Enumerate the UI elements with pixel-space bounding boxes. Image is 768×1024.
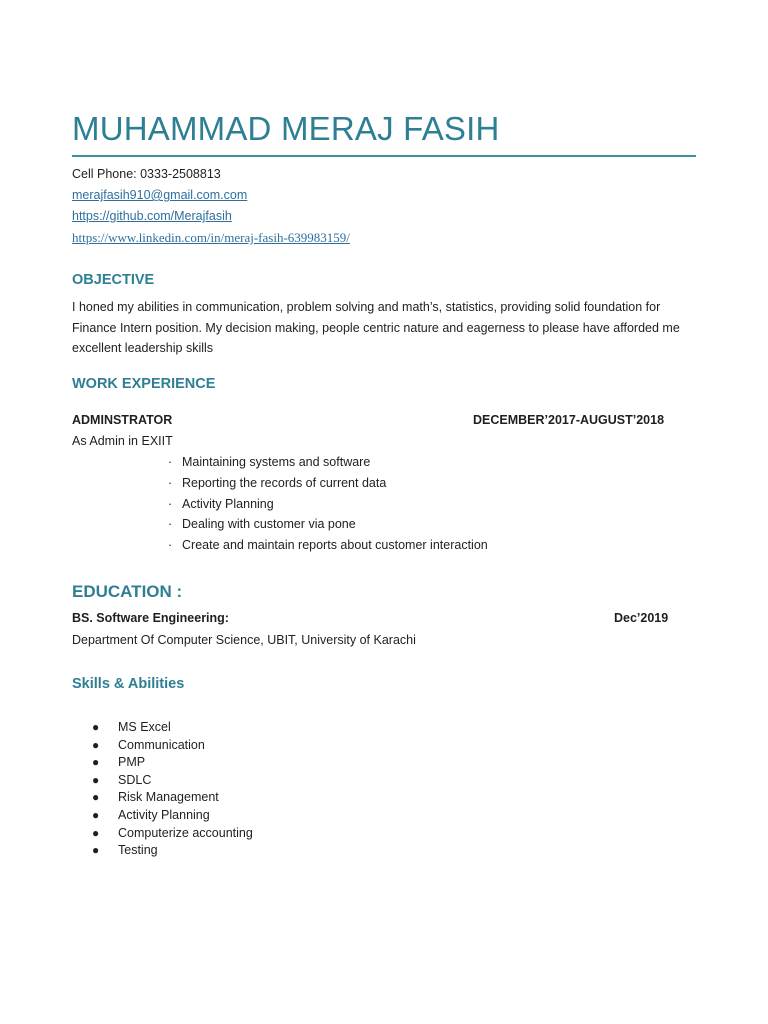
objective-text: I honed my abilities in communication, problem solving and math’s, statistics, providing solid foundation for Finance Intern position. My decision making, people centric nature and eagerness to please have afforded me excellent leadership skills [72, 300, 680, 355]
list-item: ● Communication [92, 737, 253, 755]
skills-list [92, 719, 253, 860]
work-experience-heading: WORK EXPERIENCE [72, 376, 216, 392]
linkedin-link[interactable]: https://www.linkedin.com/in/meraj-fasih-639983159/ [72, 230, 350, 245]
list-item: · Activity Planning [168, 494, 488, 515]
list-item: ● PMP [92, 754, 253, 772]
bullet-dot-icon: · [168, 517, 173, 532]
job-company: As Admin in EXIIT [72, 434, 173, 448]
phone-line: Cell Phone: 0333-2508813 [72, 167, 221, 181]
list-item: ● SDLC [92, 772, 253, 790]
skills-heading: Skills & Abilities [72, 676, 185, 692]
bullet-dot-icon: · [168, 496, 173, 511]
list-item: ● MS Excel [92, 719, 253, 737]
list-item: ● Computerize accounting [92, 825, 253, 843]
job-duties-list [168, 452, 488, 556]
bullet-icon: ● [92, 825, 100, 840]
list-item: ● Risk Management [92, 789, 253, 807]
bullet-icon: ● [92, 737, 100, 752]
bullet-icon: ● [92, 843, 100, 858]
education-heading: EDUCATION : [72, 582, 183, 601]
list-item: · Reporting the records of current data [168, 473, 488, 494]
bullet-dot-icon: · [168, 455, 173, 469]
header-divider [72, 155, 696, 157]
bullet-icon: ● [92, 772, 100, 787]
list-item: · Dealing with customer via pone [168, 514, 488, 535]
institution: Department Of Computer Science, UBIT, University of Karachi [72, 633, 416, 647]
degree-date: Dec’2019 [614, 611, 669, 625]
list-item: · Create and maintain reports about customer interaction [168, 535, 488, 556]
bullet-icon: ● [92, 807, 100, 822]
list-item: ● Testing [92, 842, 253, 860]
bullet-dot-icon: · [168, 475, 173, 490]
bullet-icon: ● [92, 720, 100, 734]
bullet-icon: ● [92, 790, 100, 805]
objective-heading: OBJECTIVE [72, 272, 155, 288]
list-item: ● Activity Planning [92, 807, 253, 825]
bullet-icon: ● [92, 755, 100, 770]
job-dates: DECEMBER’2017-AUGUST’2018 [473, 413, 665, 427]
list-item: · Maintaining systems and software [168, 452, 488, 473]
email-link[interactable]: merajfasih910@gmail.com.com [72, 188, 248, 202]
resume-name: MUHAMMAD MERAJ FASIH [72, 110, 500, 147]
github-link[interactable]: https://github.com/Merajfasih [72, 209, 232, 223]
degree-title: BS. Software Engineering: [72, 611, 229, 625]
bullet-dot-icon: · [168, 538, 173, 552]
job-title: ADMINSTRATOR [72, 413, 173, 427]
